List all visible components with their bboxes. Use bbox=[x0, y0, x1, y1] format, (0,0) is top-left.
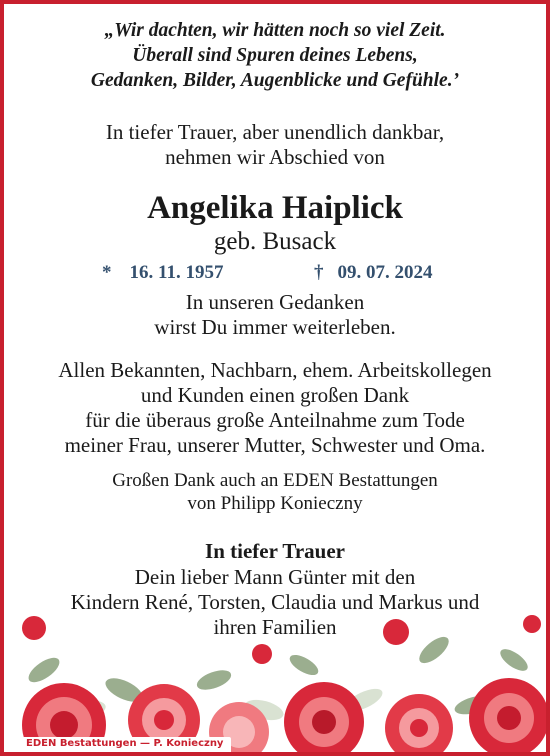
funeral-home-thanks bbox=[4, 469, 546, 515]
quote-line: Gedanken, Bilder, Augenblicke und Gefühle.’ bbox=[90, 70, 460, 91]
thanks-line: meiner Frau, unserer Mutter, Schwester und Oma. bbox=[64, 433, 486, 457]
mourners-line: Kindern René, Torsten, Claudia und Markus und bbox=[70, 590, 480, 614]
memory-line: wirst Du immer weiterleben. bbox=[154, 315, 396, 339]
death-date-group bbox=[314, 261, 433, 285]
mourners-line: Dein lieber Mann Günter mit den bbox=[134, 565, 416, 589]
deceased-name: Angelika Haiplick bbox=[147, 190, 403, 226]
birth-date: 16. 11. 1957 bbox=[129, 262, 224, 283]
mourners-line: ihren Familien bbox=[213, 615, 337, 639]
funeral-home-tag: EDEN Bestattungen — P. Konieczny bbox=[4, 737, 231, 752]
maiden-name: geb. Busack bbox=[213, 228, 337, 255]
thanks-line: für die überaus große Anteilnahme zum Tode bbox=[85, 408, 465, 432]
farewell-intro bbox=[4, 120, 546, 170]
thanks-line: Allen Bekannten, Nachbarn, ehem. Arbeitskollegen bbox=[58, 358, 492, 382]
quote-line: Überall sind Spuren deines Lebens, bbox=[132, 45, 418, 66]
memory-line: In unseren Gedanken bbox=[185, 290, 365, 314]
death-cross-icon: † bbox=[314, 262, 324, 283]
mourners-title: In tiefer Trauer bbox=[205, 539, 345, 563]
birth-date-group bbox=[102, 261, 223, 285]
memorial-quote bbox=[4, 18, 546, 93]
red-roses-icon bbox=[4, 610, 546, 752]
birth-star-icon: * bbox=[102, 262, 112, 283]
thanks-text bbox=[4, 358, 546, 458]
death-date: 09. 07. 2024 bbox=[337, 262, 433, 283]
memory-text bbox=[4, 290, 546, 340]
funeral-thanks-line: von Philipp Konieczny bbox=[187, 493, 363, 514]
thanks-line: und Kunden einen großen Dank bbox=[140, 383, 410, 407]
intro-line: nehmen wir Abschied von bbox=[165, 145, 385, 169]
intro-line: In tiefer Trauer, aber unendlich dankbar, bbox=[105, 120, 445, 144]
funeral-thanks-line: Großen Dank auch an EDEN Bestattungen bbox=[112, 470, 438, 491]
quote-line: „Wir dachten, wir hätten noch so viel Zeit. bbox=[104, 20, 446, 41]
